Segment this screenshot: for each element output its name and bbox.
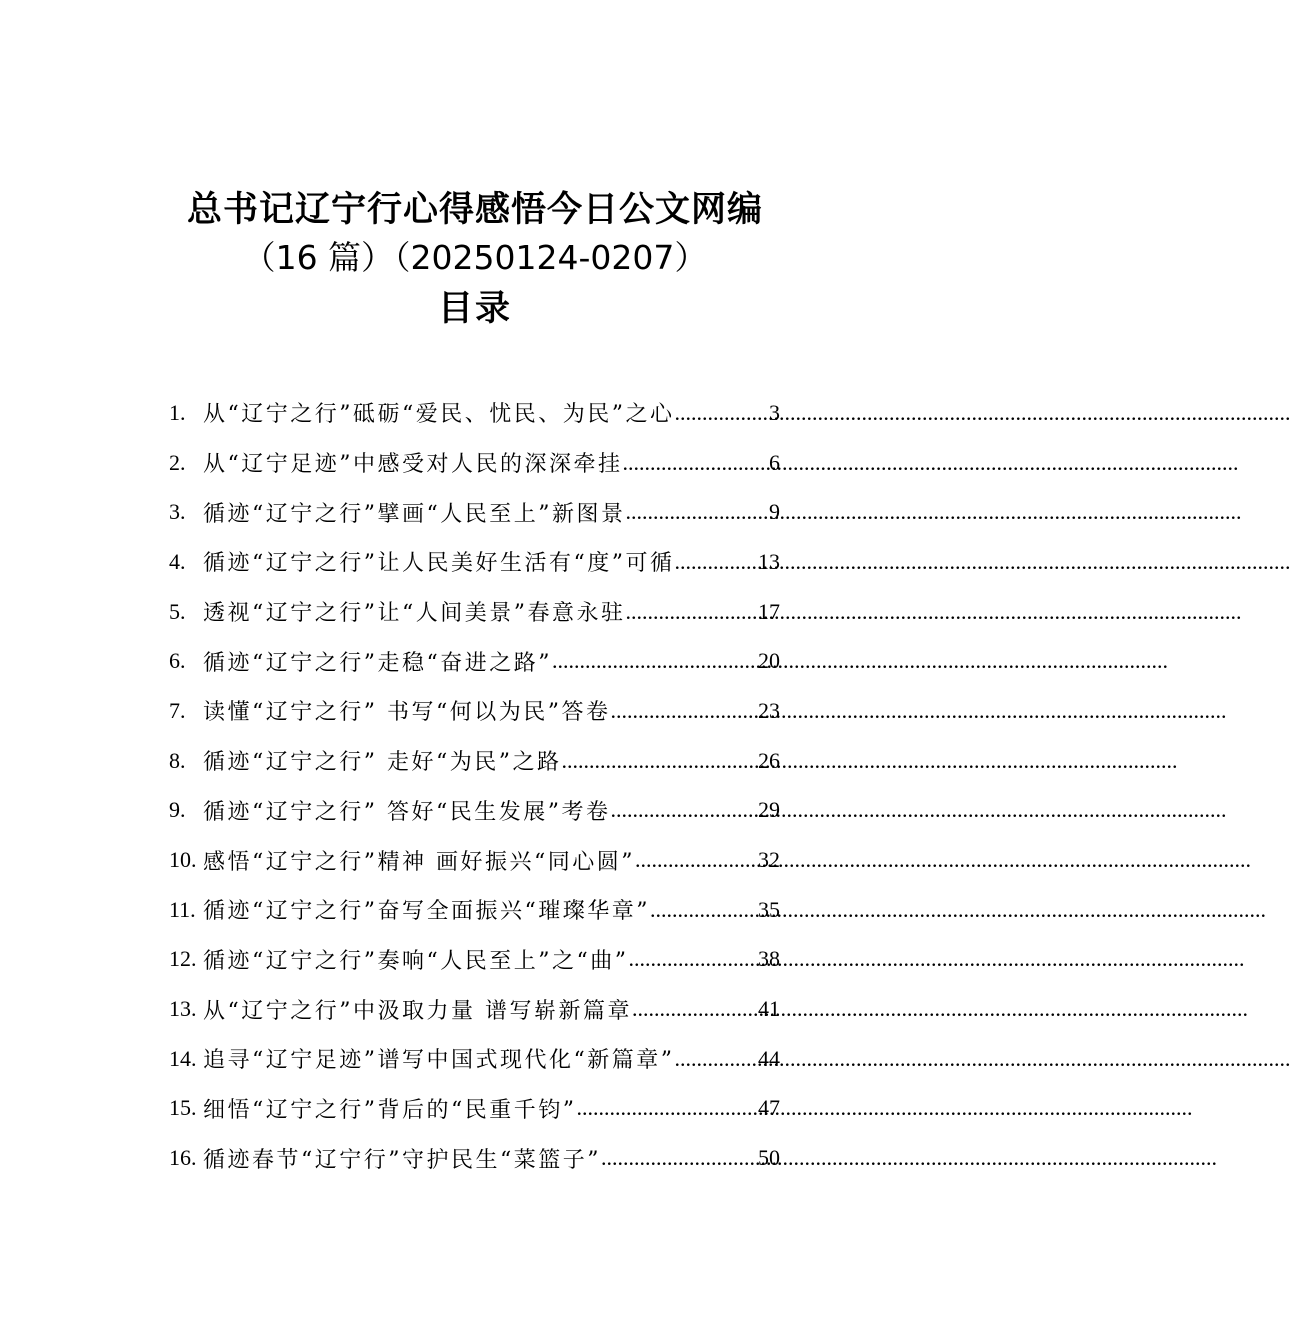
- toc-entry-title: 从“辽宁足迹”中感受对人民的深深牵挂: [203, 452, 623, 478]
- toc-dot-leader: [650, 897, 758, 923]
- toc-entry[interactable]: [169, 686, 780, 736]
- toc-entry[interactable]: [169, 1034, 780, 1084]
- toc-dot-leader: [628, 946, 758, 972]
- document-subtitle: （16 篇）（20250124-0207）: [242, 238, 708, 277]
- toc-entry[interactable]: [169, 736, 780, 786]
- toc-entry-title: 循迹“辽宁之行”奏响“人民至上”之“曲”: [203, 948, 629, 974]
- toc-entry-number: 12.: [169, 946, 197, 972]
- toc-entry-number: 5.: [169, 598, 186, 624]
- document-title: 总书记辽宁行心得感悟今日公文网编: [186, 189, 763, 230]
- toc-entry-title: 细悟“辽宁之行”背后的“民重千钧”: [203, 1097, 577, 1123]
- toc-dot-leader: [635, 847, 758, 873]
- toc-entry-page-number: 50: [758, 1145, 780, 1171]
- toc-entry-title: 透视“辽宁之行”让“人间美景”春意永驻: [203, 601, 626, 627]
- toc-entry-title: 循迹春节“辽宁行”守护民生“菜篮子”: [203, 1147, 601, 1173]
- toc-dot-leader: [632, 996, 758, 1022]
- toc-entry-page-number: 38: [758, 946, 780, 972]
- toc-entry[interactable]: [169, 935, 780, 985]
- toc-dot-leader: [577, 1095, 759, 1121]
- toc-entry-page-number: 41: [758, 996, 780, 1022]
- toc-entry[interactable]: [169, 1084, 780, 1134]
- toc-dot-leader: [610, 797, 758, 823]
- toc-entry-title: 循迹“辽宁之行” 答好“民生发展”考卷: [203, 799, 611, 825]
- toc-entry-number: 14.: [169, 1045, 197, 1071]
- toc-entry[interactable]: [169, 438, 780, 488]
- toc-entry-title: 循迹“辽宁之行” 走好“为民”之路: [203, 750, 562, 776]
- toc-entry-page-number: 9: [769, 499, 780, 525]
- toc-entry-page-number: 32: [758, 847, 780, 873]
- toc-entry[interactable]: [169, 1133, 780, 1183]
- toc-entry[interactable]: [169, 636, 780, 686]
- toc-entry-page-number: 6: [769, 449, 780, 475]
- toc-entry-number: 8.: [169, 747, 186, 773]
- toc-dot-leader: [626, 499, 770, 525]
- toc-entry-number: 3.: [169, 499, 186, 525]
- toc-entry-page-number: 3: [769, 399, 780, 425]
- toc-entry[interactable]: [169, 885, 780, 935]
- toc-entry-number: 15.: [169, 1095, 197, 1121]
- toc-entry-page-number: 17: [758, 598, 780, 624]
- document-title-block: [0, 188, 950, 334]
- toc-entry-number: 1.: [169, 399, 186, 425]
- toc-entry-number: 13.: [169, 996, 197, 1022]
- toc-entry-number: 4.: [169, 548, 186, 574]
- toc-entry[interactable]: [169, 537, 780, 587]
- toc-entry-title: 循迹“辽宁之行”奋写全面振兴“璀璨华章”: [203, 899, 650, 925]
- toc-entry[interactable]: [169, 984, 780, 1034]
- toc-dot-leader: [626, 599, 759, 625]
- toc-entry-number: 10.: [169, 847, 197, 873]
- toc-dot-leader: [675, 1046, 759, 1072]
- toc-entry-title: 循迹“辽宁之行”擘画“人民至上”新图景: [203, 501, 626, 527]
- toc-entry-number: 9.: [169, 797, 186, 823]
- toc-heading: 目录: [437, 288, 512, 329]
- toc-entry-title: 感悟“辽宁之行”精神 画好振兴“同心圆”: [203, 849, 635, 875]
- toc-entry[interactable]: [169, 587, 780, 637]
- toc-dot-leader: [675, 400, 770, 426]
- toc-entry-page-number: 23: [758, 697, 780, 723]
- toc-entry-page-number: 44: [758, 1045, 780, 1071]
- toc-entry-title: 循迹“辽宁之行”让人民美好生活有“度”可循: [203, 551, 675, 577]
- toc-dot-leader: [623, 450, 770, 476]
- toc-entry-title: 从“辽宁之行”砥砺“爱民、忧民、为民”之心: [203, 402, 675, 428]
- toc-entry[interactable]: [169, 487, 780, 537]
- toc-entry-page-number: 20: [758, 648, 780, 674]
- toc-entry[interactable]: [169, 388, 780, 438]
- toc-entry-title: 循迹“辽宁之行”走稳“奋进之路”: [203, 650, 552, 676]
- toc-entry-number: 2.: [169, 449, 186, 475]
- toc-entry-title: 追寻“辽宁足迹”谱写中国式现代化“新篇章”: [203, 1048, 675, 1074]
- toc-entry-page-number: 13: [758, 548, 780, 574]
- toc-entry-title: 读懂“辽宁之行” 书写“何以为民”答卷: [203, 700, 611, 726]
- toc-dot-leader: [610, 698, 758, 724]
- toc-entry-number: 7.: [169, 697, 186, 723]
- toc-entry-page-number: 26: [758, 747, 780, 773]
- toc-dot-leader: [552, 648, 758, 674]
- toc-entry[interactable]: [169, 786, 780, 836]
- table-of-contents: [169, 388, 780, 1183]
- toc-dot-leader: [561, 748, 758, 774]
- toc-dot-leader: [675, 549, 759, 575]
- toc-entry-number: 11.: [169, 896, 196, 922]
- toc-entry-page-number: 29: [758, 797, 780, 823]
- toc-entry-number: 6.: [169, 648, 186, 674]
- toc-entry-page-number: 35: [758, 896, 780, 922]
- toc-entry-title: 从“辽宁之行”中汲取力量 谱写崭新篇章: [203, 998, 632, 1024]
- toc-entry-number: 16.: [169, 1145, 197, 1171]
- toc-entry[interactable]: [169, 835, 780, 885]
- toc-entry-page-number: 47: [758, 1095, 780, 1121]
- toc-dot-leader: [601, 1145, 758, 1171]
